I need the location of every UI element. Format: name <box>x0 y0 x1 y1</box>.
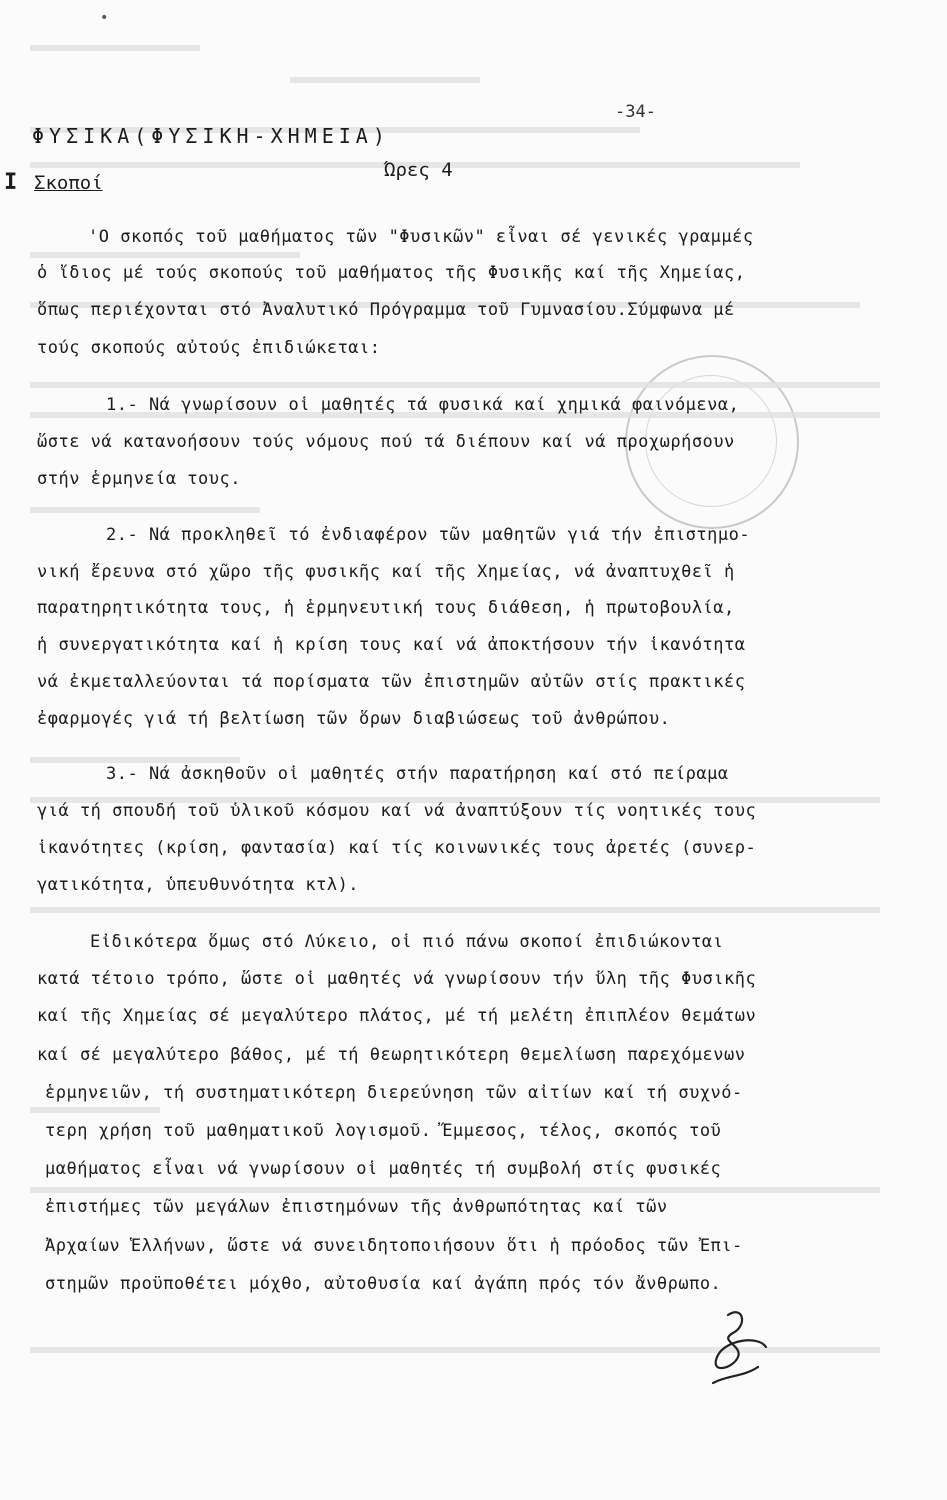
text-line: παρατηρητικότητα τους, ἡ ἑρμηνευτική τους διάθεση, ἡ πρωτοβουλία, <box>37 598 735 618</box>
margin-mark: • <box>100 10 109 26</box>
text-line: ἐφαρμογές γιά τή βελτίωση τῶν ὅρων διαβιώσεως τοῦ ἀνθρώπου. <box>37 709 671 729</box>
text-line: ὅπως περιέχονται στό Ἀναλυτικό Πρόγραμμα τοῦ Γυμνασίου.Σύμφωνα μέ <box>37 300 735 320</box>
hours-label: Ώρες 4 <box>384 159 453 181</box>
text-line: νική ἔρευνα στό χῶρο τῆς φυσικῆς καί τῆς Χημείας, νά ἀναπτυχθεῖ ἡ <box>37 562 735 582</box>
text-line: 3.- Νά ἀσκηθοῦν οἱ μαθητές στήν παρατήρηση καί στό πείραμα <box>106 764 729 784</box>
text-line: γιά τή σπουδή τοῦ ὑλικοῦ κόσμου καί νά ἀναπτύξουν τίς νοητικές τους <box>37 801 757 821</box>
text-line: νά ἐκμεταλλεύονται τά πορίσματα τῶν ἐπιστημῶν αὐτῶν στίς πρακτικές <box>37 672 746 692</box>
text-line: ὁ ἴδιος μέ τούς σκοπούς τοῦ μαθήματος τῆς Φυσικῆς καί τῆς Χημείας, <box>37 263 746 283</box>
text-line: ἑρμηνειῶν, τή συστηματικότερη διερεύνηση τῶν αἰτίων καί τή συχνό- <box>45 1083 743 1103</box>
text-line: μαθήματος εἶναι νά γνωρίσουν οἱ μαθητές τή συμβολή στίς φυσικές <box>45 1159 722 1179</box>
text-line: καί σέ μεγαλύτερο βάθος, μέ τή θεωρητικότερη θεμελίωση παρεχόμενων <box>37 1045 746 1065</box>
text-line: ἡ συνεργατικότητα καί ἡ κρίση τους καί νά ἀποκτήσουν τήν ἱκανότητα <box>37 635 746 655</box>
text-line: ἐπιστήμες τῶν μεγάλων ἐπιστημόνων τῆς ἀνθρωπότητας καί τῶν <box>45 1197 668 1217</box>
text-line: ὥστε νά κατανοήσουν τούς νόμους πού τά διέπουν καί νά προχωρήσουν <box>37 432 735 452</box>
text-line: τούς σκοπούς αὐτούς ἐπιδιώκεται: <box>37 338 381 358</box>
section-title: Σκοποί <box>34 172 103 194</box>
text-line: Εἰδικότερα ὅμως στό Λύκειο, οἱ πιό πάνω σκοποί ἐπιδιώκονται <box>90 932 724 952</box>
text-line: στημῶν προϋποθέτει μόχθο, αὐτοθυσία καί ἀγάπη πρός τόν ἄνθρωπο. <box>45 1274 722 1294</box>
text-line: ἱκανότητες (κρίση, φαντασία) καί τίς κοινωνικές τους ἀρετές (συνερ- <box>37 838 757 858</box>
page-title: ΦΥΣΙΚΑ(ΦΥΣΙΚΗ-ΧΗΜΕΙΑ) <box>32 124 390 148</box>
text-line: Ἀρχαίων Ἑλλήνων, ὥστε νά συνειδητοποιήσουν ὅτι ἡ πρόοδος τῶν Ἐπι- <box>45 1236 743 1256</box>
text-line: στήν ἑρμηνεία τους. <box>37 469 241 489</box>
section-number: Ι <box>4 170 18 195</box>
text-line: 1.- Νά γνωρίσουν οἱ μαθητές τά φυσικά καί χημικά φαινόμενα, <box>106 395 740 415</box>
signature-mark <box>688 1305 778 1390</box>
page-number: -34- <box>615 102 656 122</box>
text-line: κατά τέτοιο τρόπο, ὥστε οἱ μαθητές νά γνωρίσουν τήν ὕλη τῆς Φυσικῆς <box>37 969 757 989</box>
text-line: γατικότητα, ὑπευθυνότητα κτλ). <box>37 875 360 895</box>
text-line: 'Ο σκοπός τοῦ μαθήματος τῶν "Φυσικῶν" εἶναι σέ γενικές γραμμές <box>88 227 754 247</box>
text-line: καί τῆς Χημείας σέ μεγαλύτερο πλάτος, μέ τή μελέτη ἐπιπλέον θεμάτων <box>37 1006 757 1026</box>
text-line: 2.- Νά προκληθεῖ τό ἐνδιαφέρον τῶν μαθητῶν γιά τήν ἐπιστημο- <box>106 525 751 545</box>
text-line: τερη χρήση τοῦ μαθηματικοῦ λογισμοῦ. Ἔμμεσος, τέλος, σκοπός τοῦ <box>45 1121 722 1141</box>
